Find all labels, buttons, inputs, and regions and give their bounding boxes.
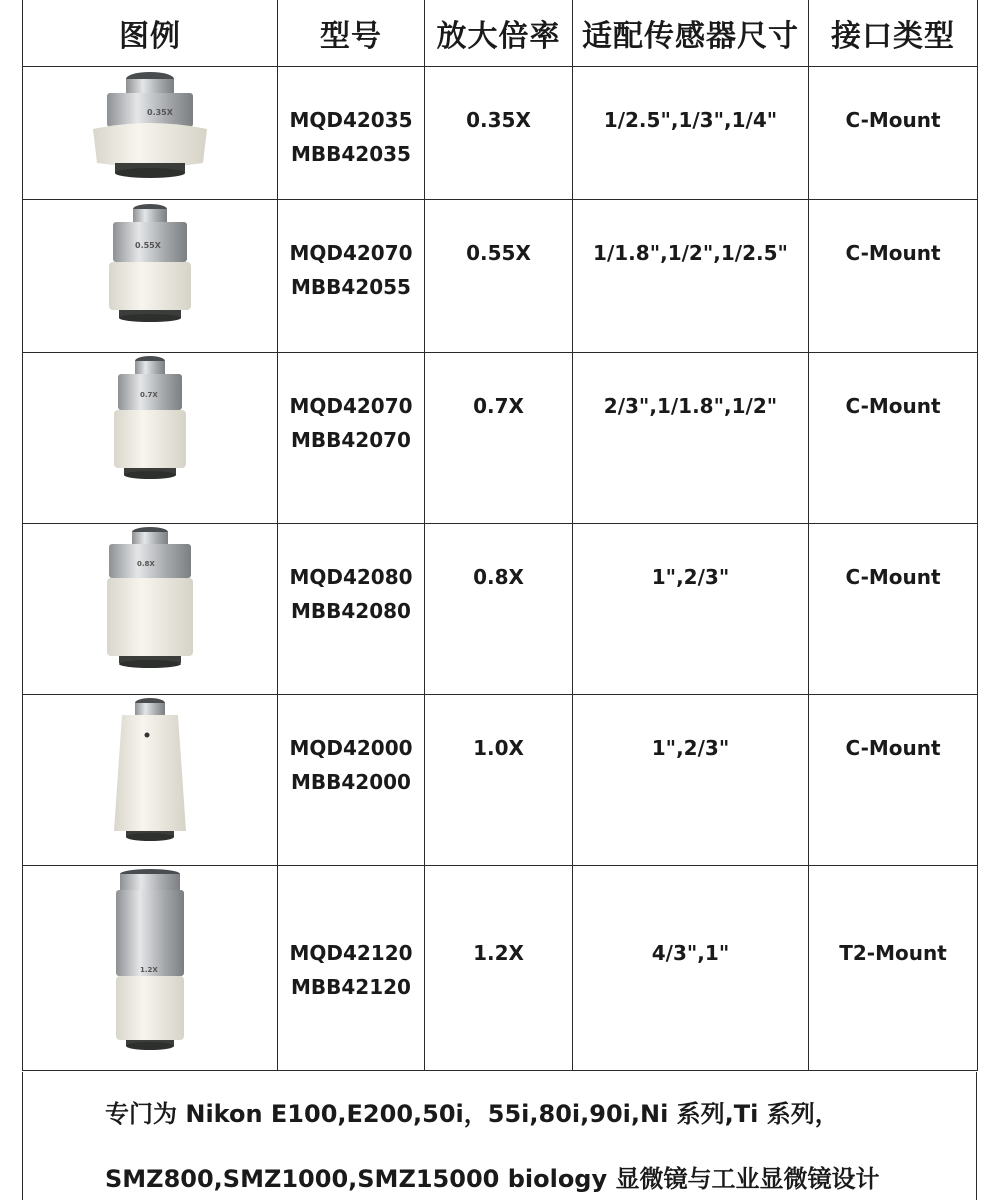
model-primary: MQD42000 — [289, 736, 413, 760]
model-primary: MQD42070 — [289, 241, 413, 265]
lens-marking: 1.2X — [140, 966, 158, 974]
table-row — [23, 524, 978, 695]
model-cell — [278, 866, 425, 1071]
model-cell — [278, 67, 425, 200]
sensor-value: 2/3",1/1.8",1/2" — [603, 394, 778, 418]
microscope-adapter-icon — [100, 695, 200, 845]
model-cell — [278, 353, 425, 524]
adapter-image-cell — [23, 866, 278, 1071]
table-row — [23, 695, 978, 866]
magnification-value: 0.7X — [473, 394, 524, 418]
model-secondary: MBB42055 — [291, 275, 411, 299]
magnification-value: 0.55X — [466, 241, 531, 265]
magnification-cell — [425, 200, 573, 353]
mount-value: C-Mount — [845, 736, 941, 760]
microscope-adapter-icon — [95, 524, 205, 674]
sensor-cell — [573, 353, 809, 524]
sensor-cell — [573, 524, 809, 695]
mount-value: T2-Mount — [839, 941, 947, 965]
model-cell — [278, 200, 425, 353]
mount-cell — [809, 353, 978, 524]
sensor-value: 4/3",1" — [651, 941, 730, 965]
mount-cell — [809, 866, 978, 1071]
lens-marking: 0.35X — [147, 108, 173, 117]
microscope-adapter-icon — [85, 67, 215, 185]
adapter-image-cell — [23, 200, 278, 353]
lens-marking: 0.8X — [137, 560, 155, 568]
model-secondary: MBB42000 — [291, 770, 411, 794]
adapter-image-cell — [23, 353, 278, 524]
mount-cell — [809, 67, 978, 200]
table-row — [23, 866, 978, 1071]
table-row — [23, 67, 978, 200]
magnification-cell — [425, 67, 573, 200]
compatibility-note — [22, 1072, 977, 1200]
sensor-cell — [573, 67, 809, 200]
model-cell — [278, 524, 425, 695]
model-cell — [278, 695, 425, 866]
table-row — [23, 353, 978, 524]
sensor-cell — [573, 695, 809, 866]
table-header-row — [23, 0, 978, 67]
compatibility-line-2: SMZ800,SMZ1000,SMZ15000 biology 显微镜与工业显微镜设计 — [105, 1165, 880, 1193]
magnification-cell — [425, 524, 573, 695]
model-primary: MQD42070 — [289, 394, 413, 418]
sensor-cell — [573, 200, 809, 353]
table-row — [23, 200, 978, 353]
microscope-adapter-icon — [95, 200, 205, 326]
model-secondary: MBB42080 — [291, 599, 411, 623]
sensor-value: 1",2/3" — [651, 736, 730, 760]
model-primary: MQD42035 — [289, 108, 413, 132]
lens-marking: 0.7X — [140, 391, 158, 399]
adapter-image-cell — [23, 67, 278, 200]
magnification-value: 0.8X — [473, 565, 524, 589]
model-secondary: MBB42120 — [291, 975, 411, 999]
model-secondary: MBB42070 — [291, 428, 411, 452]
magnification-value: 1.2X — [473, 941, 524, 965]
adapter-image-cell — [23, 695, 278, 866]
magnification-cell — [425, 353, 573, 524]
mount-cell — [809, 200, 978, 353]
magnification-value: 1.0X — [473, 736, 524, 760]
adapter-spec-table — [22, 0, 978, 1071]
model-secondary: MBB42035 — [291, 142, 411, 166]
model-primary: MQD42120 — [289, 941, 413, 965]
mount-value: C-Mount — [845, 108, 941, 132]
header-mount-type: 接口类型 — [809, 0, 978, 67]
compatibility-line-1: 专门为 Nikon E100,E200,50i，55i,80i,90i,Ni 系列,Ti 系列， — [105, 1100, 839, 1128]
mount-value: C-Mount — [845, 394, 941, 418]
header-model: 型号 — [278, 0, 425, 67]
model-primary: MQD42080 — [289, 565, 413, 589]
sensor-value: 1",2/3" — [651, 565, 730, 589]
magnification-cell — [425, 866, 573, 1071]
mount-value: C-Mount — [845, 241, 941, 265]
sensor-value: 1/2.5",1/3",1/4" — [603, 108, 778, 132]
header-illustration: 图例 — [23, 0, 278, 67]
sensor-cell — [573, 866, 809, 1071]
lens-marking: 0.55X — [135, 241, 161, 250]
header-magnification: 放大倍率 — [425, 0, 573, 67]
microscope-adapter-icon — [100, 866, 200, 1056]
magnification-cell — [425, 695, 573, 866]
sensor-value: 1/1.8",1/2",1/2.5" — [593, 241, 788, 265]
microscope-adapter-icon — [100, 353, 200, 483]
adapter-image-cell — [23, 524, 278, 695]
header-sensor-size: 适配传感器尺寸 — [573, 0, 809, 67]
mount-cell — [809, 524, 978, 695]
magnification-value: 0.35X — [466, 108, 531, 132]
mount-cell — [809, 695, 978, 866]
mount-value: C-Mount — [845, 565, 941, 589]
